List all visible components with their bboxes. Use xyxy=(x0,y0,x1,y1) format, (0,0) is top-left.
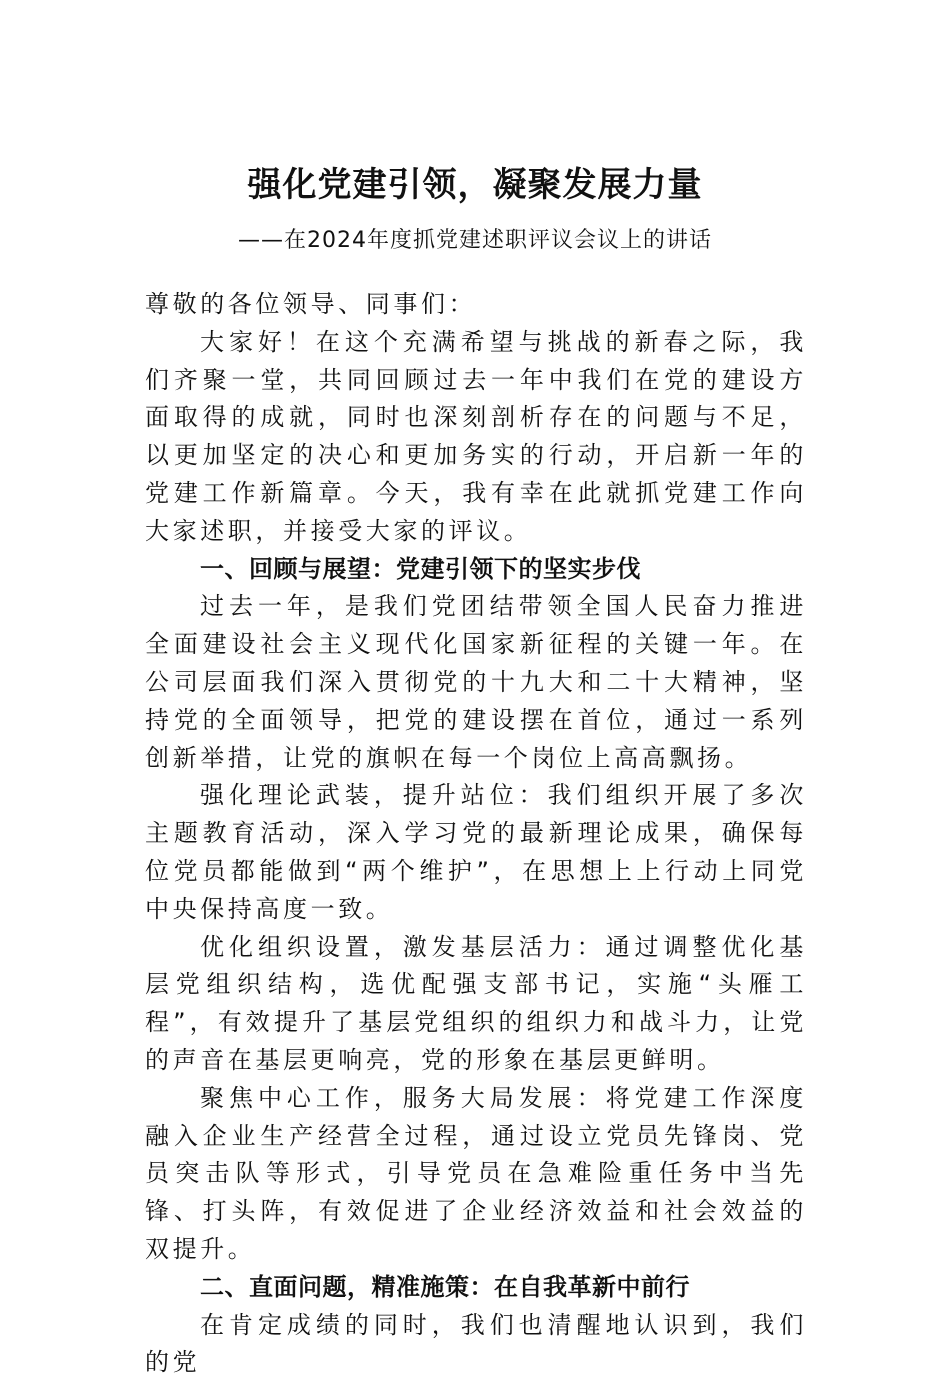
paragraph-review: 过去一年，是我们党团结带领全国人民奋力推进全面建设社会主义现代化国家新征程的关键一年。在公司层面我们深入贯彻党的十九大和二十大精神，坚持党的全面领导，把党的建设摆在首位，通过一系列创新举措，让党的旗帜在每一个岗位上高高飘扬。 xyxy=(145,592,807,772)
paragraph-problems: 在肯定成绩的同时，我们也清醒地认识到，我们的党 xyxy=(145,1310,807,1377)
paragraph-organization: 优化组织设置，激发基层活力：通过调整优化基层党组织结构，选优配强支部书记，实施“头雁工程”，有效提升了基层党组织的组织力和战斗力，让党的声音在基层更响亮，党的形象在基层更鲜明。 xyxy=(145,932,807,1074)
section-heading-2: 二、直面问题，精准施策：在自我革新中前行 xyxy=(200,1272,690,1301)
document-body xyxy=(145,286,807,1382)
salutation: 尊敬的各位领导、同事们： xyxy=(145,290,477,318)
paragraph-theory: 强化理论武装，提升站位：我们组织开展了多次主题教育活动，深入学习党的最新理论成果，确保每位党员都能做到“两个维护”，在思想上上行动上同党中央保持高度一致。 xyxy=(145,781,807,923)
section-heading-1: 一、回顾与展望：党建引领下的坚实步伐 xyxy=(200,554,641,583)
document-title: 强化党建引领，凝聚发展力量 xyxy=(247,165,703,205)
paragraph-greeting: 大家好！在这个充满希望与挑战的新春之际，我们齐聚一堂，共同回顾过去一年中我们在党的建设方面取得的成就，同时也深刻剖析存在的问题与不足，以更加坚定的决心和更加务实的行动，开启新一年的党建工作新篇章。今天，我有幸在此就抓党建工作向大家述职，并接受大家的评议。 xyxy=(145,327,807,545)
document-subtitle: ——在2024年度抓党建述职评议会议上的讲话 xyxy=(238,228,712,253)
paragraph-central-work: 聚焦中心工作，服务大局发展：将党建工作深度融入企业生产经营全过程，通过设立党员先锋岗、党员突击队等形式，引导党员在急难险重任务中当先锋、打头阵，有效促进了企业经济效益和社会效益的双提升。 xyxy=(145,1083,807,1263)
